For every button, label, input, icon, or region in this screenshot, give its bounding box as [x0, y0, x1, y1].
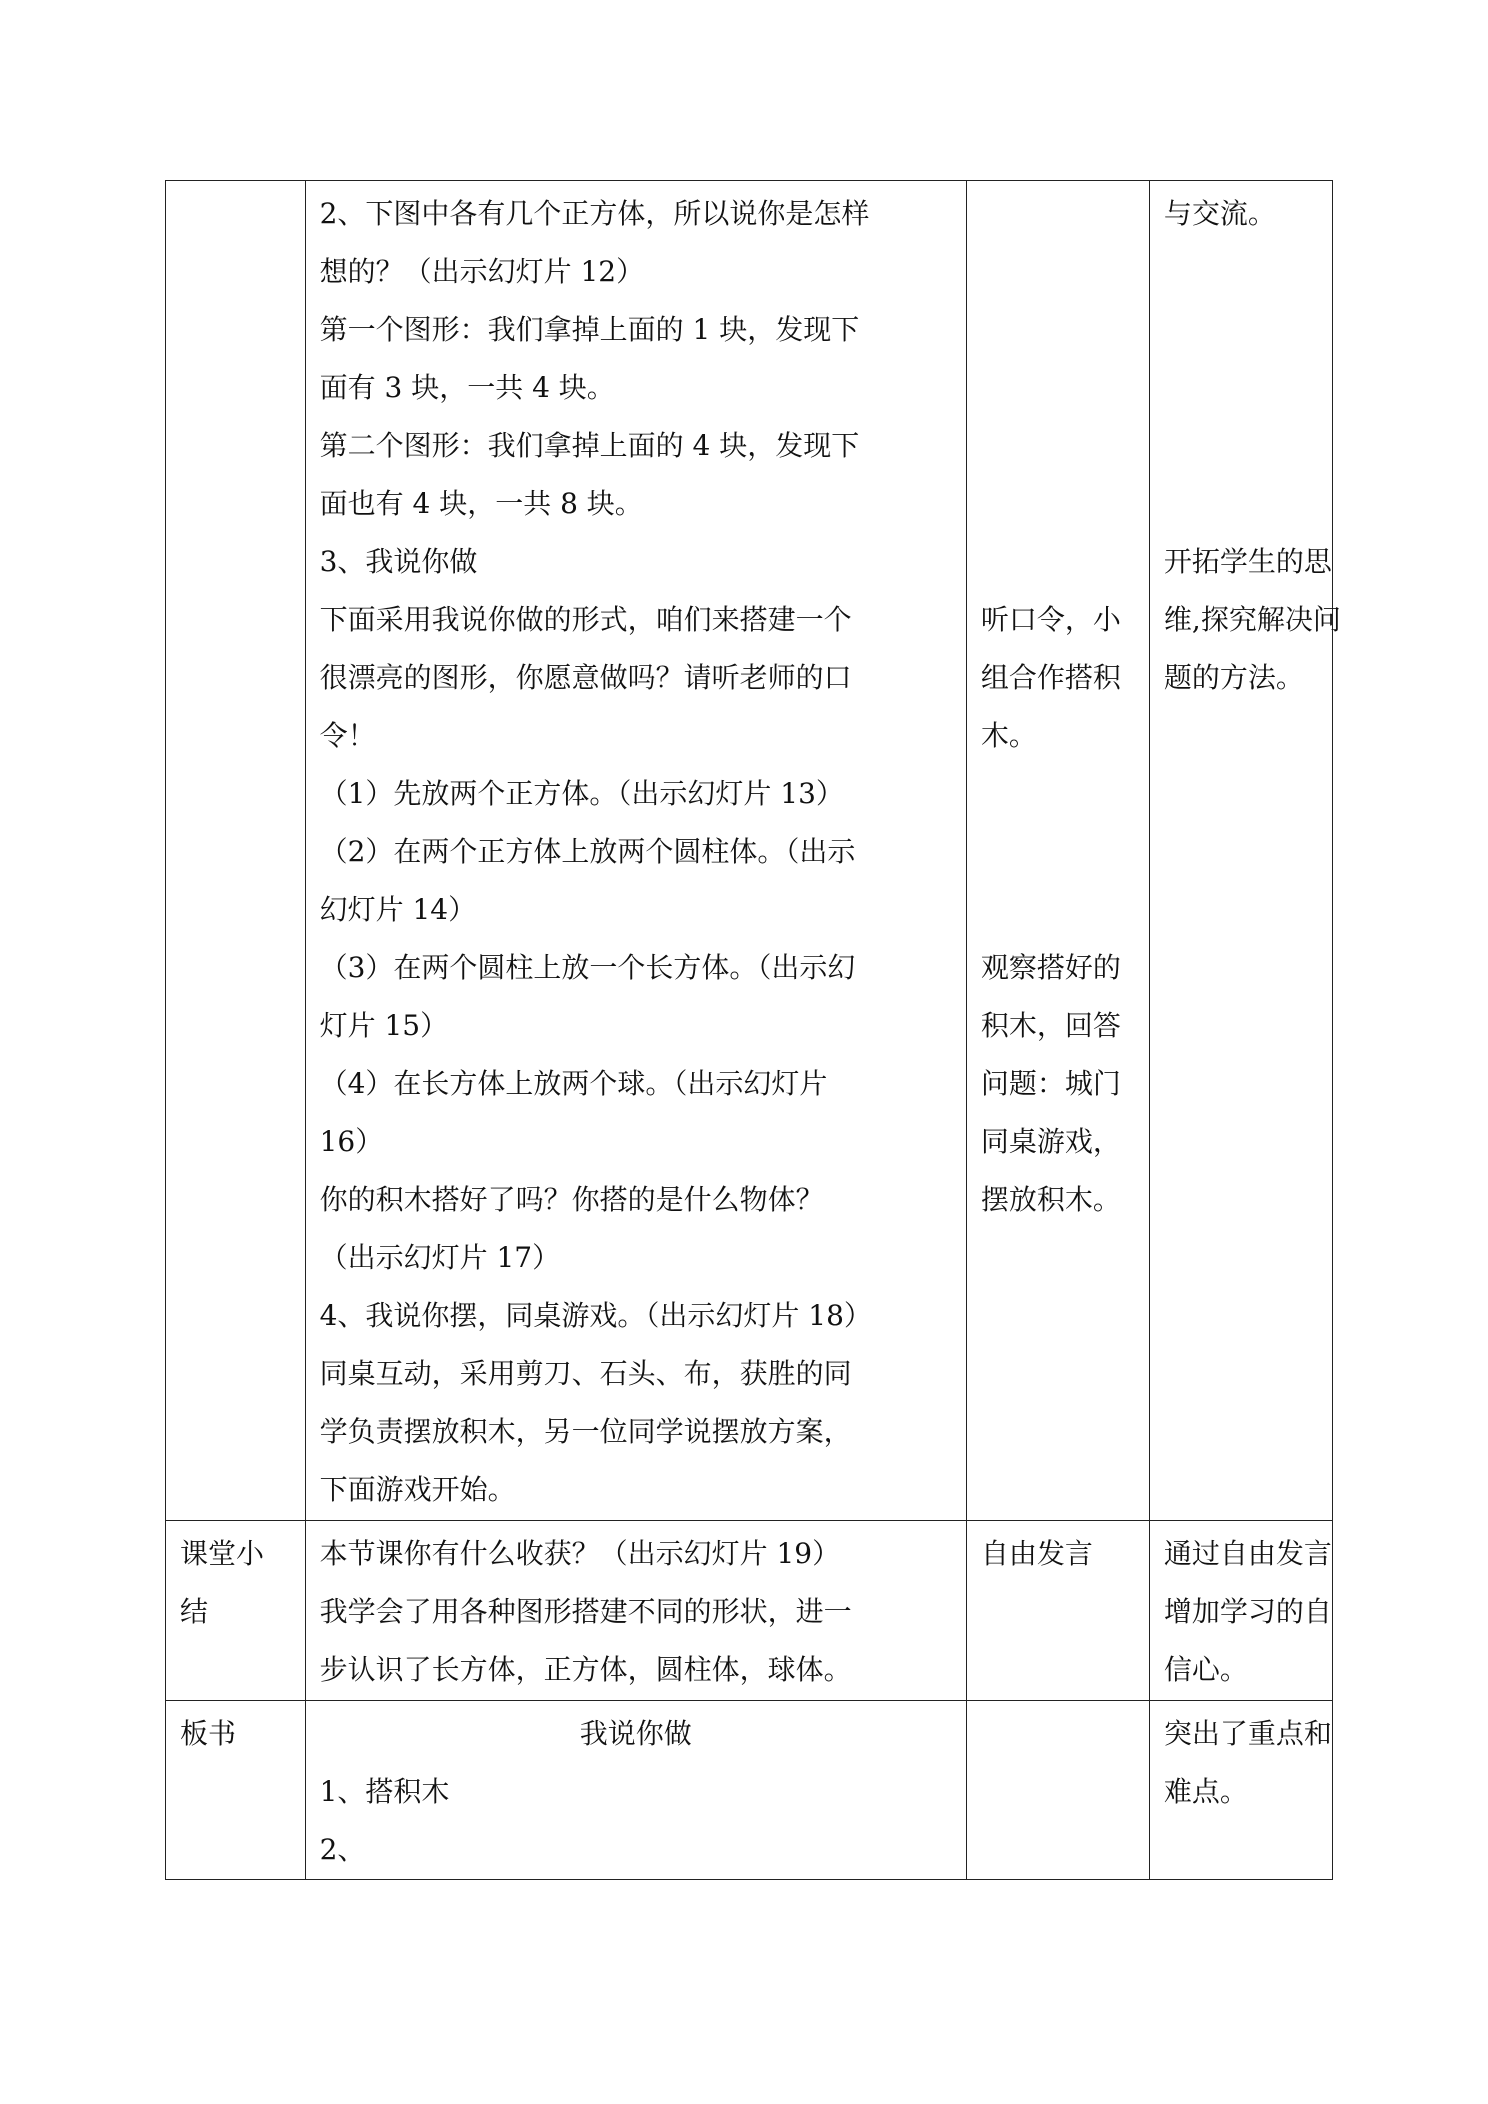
table-row — [166, 181, 1333, 1521]
intent-line: 通过自由发言 — [1163, 1537, 1332, 1570]
content-line: 2、 — [319, 1833, 366, 1866]
content-line: （4）在长方体上放两个球。（出示幻灯片 — [319, 1067, 828, 1100]
intent-line: 与交流。 — [1163, 197, 1276, 230]
content-line: 第一个图形：我们拿掉上面的 1 块，发现下 — [319, 313, 860, 346]
intent-line: 增加学习的自 — [1163, 1595, 1332, 1628]
intent-line: 信心。 — [1163, 1653, 1248, 1686]
student-activity-cell — [966, 1521, 1149, 1701]
content-line: 4、我说你摆，同桌游戏。（出示幻灯片 18） — [319, 1299, 872, 1332]
student-line: 组合作搭积 — [980, 661, 1121, 694]
student-line: 问题：城门 — [980, 1067, 1121, 1100]
student-line: 同桌游戏， — [980, 1125, 1121, 1158]
content-line: 步认识了长方体，正方体，圆柱体，球体。 — [319, 1653, 852, 1686]
content-line: 灯片 15） — [319, 1009, 449, 1042]
content-cell — [305, 181, 966, 1521]
content-line: 很漂亮的图形，你愿意做吗？请听老师的口 — [319, 661, 852, 694]
content-line: （出示幻灯片 17） — [319, 1241, 561, 1274]
board-title: 我说你做 — [579, 1717, 692, 1750]
lesson-plan-table — [165, 180, 1341, 1880]
student-line: 听口令，小 — [980, 603, 1121, 636]
table-row — [166, 1701, 1333, 1880]
stage-cell — [166, 181, 306, 1521]
content-line: 本节课你有什么收获？（出示幻灯片 19） — [319, 1537, 841, 1570]
content-line: 3、我说你做 — [319, 545, 478, 578]
content-line: 下面游戏开始。 — [319, 1473, 516, 1506]
content-line: 幻灯片 14） — [319, 893, 477, 926]
student-line: 摆放积木。 — [980, 1183, 1121, 1216]
design-intent-cell — [1149, 1701, 1332, 1880]
intent-line: 题的方法。 — [1163, 661, 1304, 694]
design-intent-cell — [1149, 1521, 1332, 1701]
student-line: 积木，回答 — [980, 1009, 1121, 1042]
intent-line: 开拓学生的思 — [1163, 545, 1332, 578]
content-line: （2）在两个正方体上放两个圆柱体。（出示 — [319, 835, 856, 868]
content-line: 我学会了用各种图形搭建不同的形状，进一 — [319, 1595, 852, 1628]
content-line: 学负责摆放积木，另一位同学说摆放方案， — [319, 1415, 852, 1448]
content-line: 2、下图中各有几个正方体，所以说你是怎样 — [319, 197, 870, 230]
table-row — [166, 1521, 1333, 1701]
student-line: 自由发言 — [980, 1537, 1093, 1570]
student-activity-cell — [966, 181, 1149, 1521]
student-activity-cell — [966, 1701, 1149, 1880]
content-line: 16） — [319, 1125, 384, 1158]
content-line: （1）先放两个正方体。（出示幻灯片 13） — [319, 777, 844, 810]
content-line: 面有 3 块，一共 4 块。 — [319, 371, 615, 404]
content-line: 下面采用我说你做的形式，咱们来搭建一个 — [319, 603, 852, 636]
content-line: 想的？（出示幻灯片 12） — [319, 255, 645, 288]
content-line: 你的积木搭好了吗？你搭的是什么物体？ — [319, 1183, 824, 1216]
content-line: 面也有 4 块，一共 8 块。 — [319, 487, 643, 520]
content-cell — [305, 1521, 966, 1701]
student-line: 木。 — [980, 719, 1037, 752]
content-line: 第二个图形：我们拿掉上面的 4 块，发现下 — [319, 429, 860, 462]
content-line: 令！ — [319, 719, 376, 752]
content-cell — [305, 1701, 966, 1880]
intent-line: 难点。 — [1163, 1775, 1248, 1808]
design-intent-cell — [1149, 181, 1341, 1521]
content-line: 同桌互动，采用剪刀、石头、布，获胜的同 — [319, 1357, 852, 1390]
student-line: 观察搭好的 — [980, 951, 1121, 984]
content-line: （3）在两个圆柱上放一个长方体。（出示幻 — [319, 951, 856, 984]
stage-cell: 课堂小结 — [166, 1521, 306, 1701]
content-line: 1、搭积木 — [319, 1775, 450, 1808]
stage-cell: 板书 — [166, 1701, 306, 1880]
intent-line: 突出了重点和 — [1163, 1717, 1332, 1750]
intent-line: 维,探究解决问 — [1163, 603, 1341, 636]
